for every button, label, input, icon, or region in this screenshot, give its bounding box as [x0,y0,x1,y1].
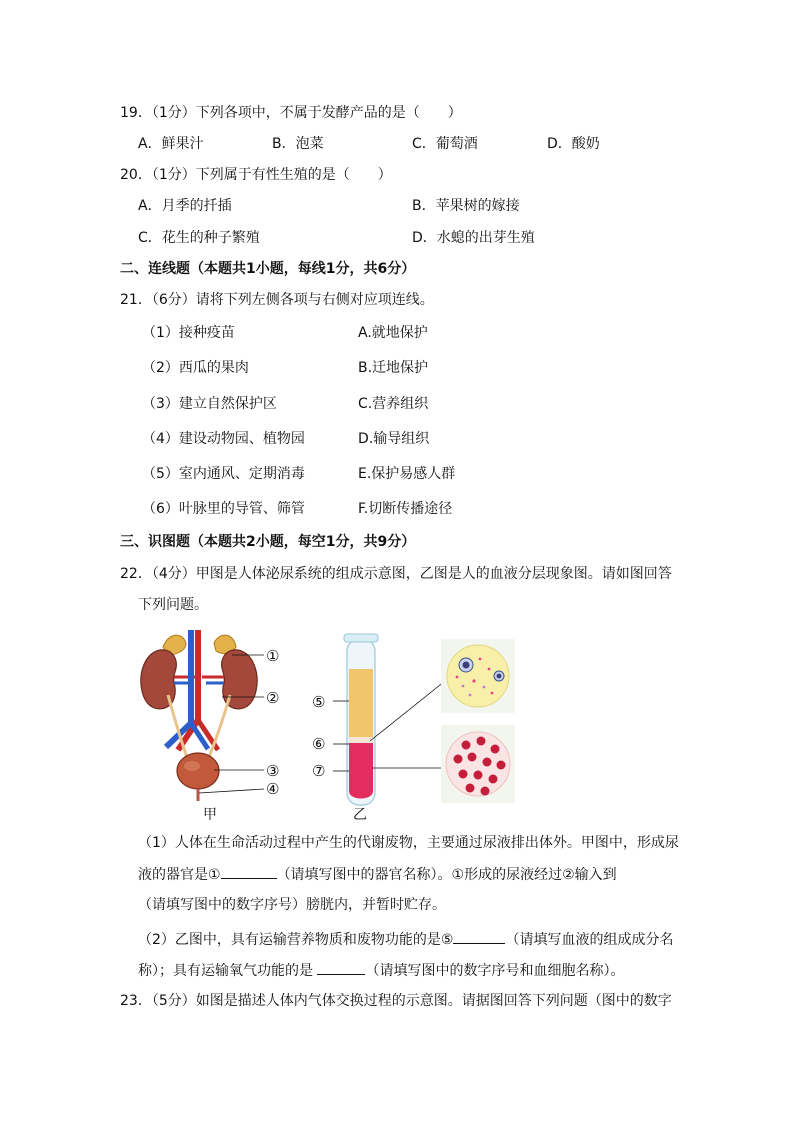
label-2: ② [266,689,280,707]
q19-option-c: C．葡萄酒 [412,136,478,152]
q22-part1-line2 [138,864,617,885]
section3-heading: 三、识图题（本题共2小题，每空1分，共9分） [120,534,416,550]
q19-option-d: D．酸奶 [547,136,600,152]
label-5: ⑤ [312,693,326,711]
q20-option-d: D．水螅的出芽生殖 [412,230,535,246]
red-cells-view [441,725,515,803]
q20-option-a: A．月季的扦插 [138,198,232,214]
label-3: ③ [266,762,280,780]
q21-left-item-3: （3）建立自然保护区 [142,396,277,412]
q22-part1-text-b: （请填写图中的器官名称）。①形成的尿液经过②输入到 [276,867,617,883]
q22-part2-line2 [138,960,624,981]
q21-stem: 21．（6分）请将下列左侧各项与右侧对应项连线。 [120,292,434,308]
answer-blank-3[interactable] [317,960,365,975]
q22-part2-text-d: （请填写图中的数字序号和血细胞名称）。 [365,963,625,979]
label-jia: 甲 [203,807,217,823]
q21-left-item-1: （1）接种疫苗 [142,325,235,341]
q21-right-item-d: D.输导组织 [358,431,430,447]
q22-stem-line1: 22．（4分）甲图是人体泌尿系统的组成示意图，乙图是人的血液分层现象图。请如图回答 [120,566,672,582]
q20-stem: 20．（1分）下列属于有性生殖的是（ ） [120,167,392,183]
q22-part1-line1: （1）人体在生命活动过程中产生的代谢废物，主要通过尿液排出体外。甲图中，形成尿 [138,835,679,851]
q22-part1-text-a: 液的器官是① [138,867,221,883]
answer-blank-2[interactable] [453,929,505,944]
q22-part1-line3: （请填写图中的数字序号）膀胱内，并暂时贮存。 [138,897,446,913]
answer-blank-1[interactable] [221,864,277,879]
blood-tube-diagram [333,634,452,805]
q21-left-item-2: （2）西瓜的果肉 [142,360,249,376]
q22-figure [0,625,794,825]
urinary-system-diagram [141,630,264,801]
q21-right-item-a: A.就地保护 [358,325,428,341]
label-yi: 乙 [353,807,367,823]
q20-option-b: B．苹果树的嫁接 [412,198,520,214]
label-4: ④ [266,780,280,798]
label-7: ⑦ [312,762,326,780]
q20-option-c: C．花生的种子繁殖 [138,230,260,246]
q21-right-item-c: C.营养组织 [358,396,429,412]
q22-part2-line1 [138,929,673,950]
q21-right-item-b: B.迁地保护 [358,360,429,376]
q22-part2-text-b: （请填写血液的组成成分名 [505,932,674,948]
q21-right-item-e: E.保护易感人群 [358,466,456,482]
q21-left-item-6: （6）叶脉里的导管、筛管 [142,501,305,517]
q19-option-b: B．泡菜 [272,136,324,152]
q21-right-item-f: F.切断传播途径 [358,501,453,517]
q21-left-item-5: （5）室内通风、定期消毒 [142,466,305,482]
label-1: ① [266,647,280,665]
q22-stem-line2: 下列问题。 [138,597,208,613]
label-6: ⑥ [312,735,326,753]
white-cells-platelets-view [441,639,515,713]
q22-part2-text-c: 称）；具有运输氧气功能的是 [138,963,318,979]
q23-stem: 23．（5分）如图是描述人体内气体交换过程的示意图。请据图回答下列问题（图中的数字 [120,993,672,1009]
q21-left-item-4: （4）建设动物园、植物园 [142,431,305,447]
q19-stem: 19．（1分）下列各项中，不属于发酵产品的是（ ） [120,105,462,121]
q22-part2-text-a: （2）乙图中，具有运输营养物质和废物功能的是⑤ [138,932,454,948]
q19-option-a: A．鲜果汁 [138,136,204,152]
section2-heading: 二、连线题（本题共1小题，每线1分，共6分） [120,261,416,277]
